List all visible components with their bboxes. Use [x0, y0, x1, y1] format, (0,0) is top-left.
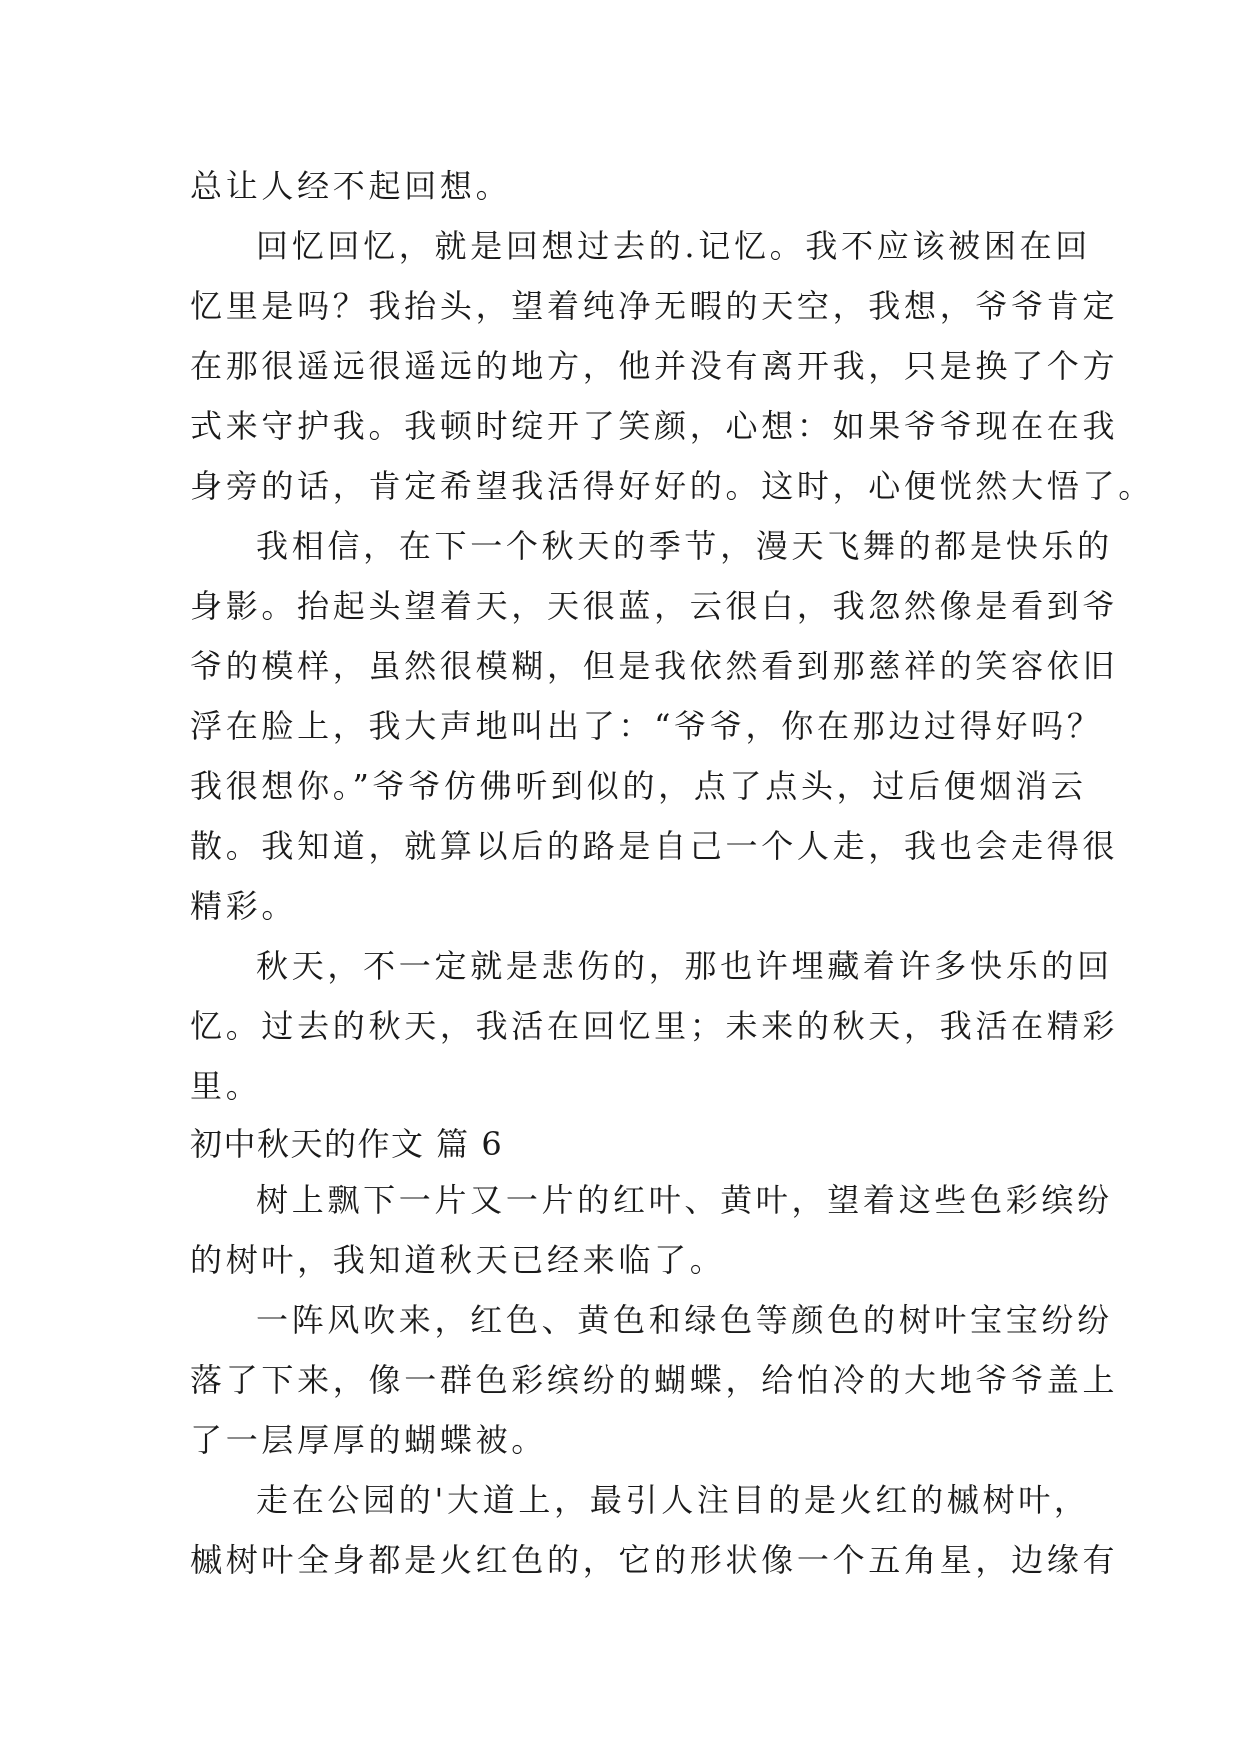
text-line: 的树叶，我知道秋天已经来临了。	[190, 1241, 726, 1279]
text-line: 里。	[190, 1067, 262, 1105]
text-line: 在那很遥远很遥远的地方，他并没有离开我，只是换了个方	[190, 347, 1119, 385]
text-line: 散。我知道，就算以后的路是自己一个人走，我也会走得很	[190, 827, 1119, 865]
text-line: 忆。过去的秋天，我活在回忆里；未来的秋天，我活在精彩	[190, 1007, 1119, 1045]
text-line: 身影。抬起头望着天，天很蓝，云很白，我忽然像是看到爷	[190, 587, 1119, 625]
text-line: 槭树叶全身都是火红色的，它的形状像一个五角星，边缘有	[190, 1541, 1119, 1579]
text-line: 式来守护我。我顿时绽开了笑颜，心想：如果爷爷现在在我	[190, 407, 1119, 445]
text-line: 身旁的话，肯定希望我活得好好的。这时，心便恍然大悟了。	[190, 467, 1154, 505]
paragraph-first-line: 回忆回忆，就是回想过去的.记忆。我不应该被困在回	[256, 227, 1091, 265]
section-heading: 初中秋天的作文 篇 6	[190, 1125, 504, 1163]
text-line: 总让人经不起回想。	[190, 167, 512, 205]
text-line: 精彩。	[190, 887, 298, 925]
text-line: 落了下来，像一群色彩缤纷的蝴蝶，给怕冷的大地爷爷盖上	[190, 1361, 1119, 1399]
paragraph-first-line: 走在公园的'大道上，最引人注目的是火红的槭树叶，	[256, 1481, 1090, 1519]
paragraph-first-line: 我相信，在下一个秋天的季节，漫天飞舞的都是快乐的	[256, 527, 1113, 565]
paragraph-first-line: 树上飘下一片又一片的红叶、黄叶，望着这些色彩缤纷	[256, 1181, 1113, 1219]
paragraph-first-line: 一阵风吹来，红色、黄色和绿色等颜色的树叶宝宝纷纷	[256, 1301, 1113, 1339]
text-line: 了一层厚厚的蝴蝶被。	[190, 1421, 548, 1459]
paragraph-first-line: 秋天，不一定就是悲伤的，那也许埋藏着许多快乐的回	[256, 947, 1113, 985]
text-line: 忆里是吗？我抬头，望着纯净无暇的天空，我想，爷爷肯定	[190, 287, 1119, 325]
text-line: 我很想你。”爷爷仿佛听到似的，点了点头，过后便烟消云	[190, 767, 1087, 805]
text-line: 浮在脸上，我大声地叫出了：“爷爷，你在那边过得好吗？	[190, 707, 1103, 745]
text-line: 爷的模样，虽然很模糊，但是我依然看到那慈祥的笑容依旧	[190, 647, 1119, 685]
